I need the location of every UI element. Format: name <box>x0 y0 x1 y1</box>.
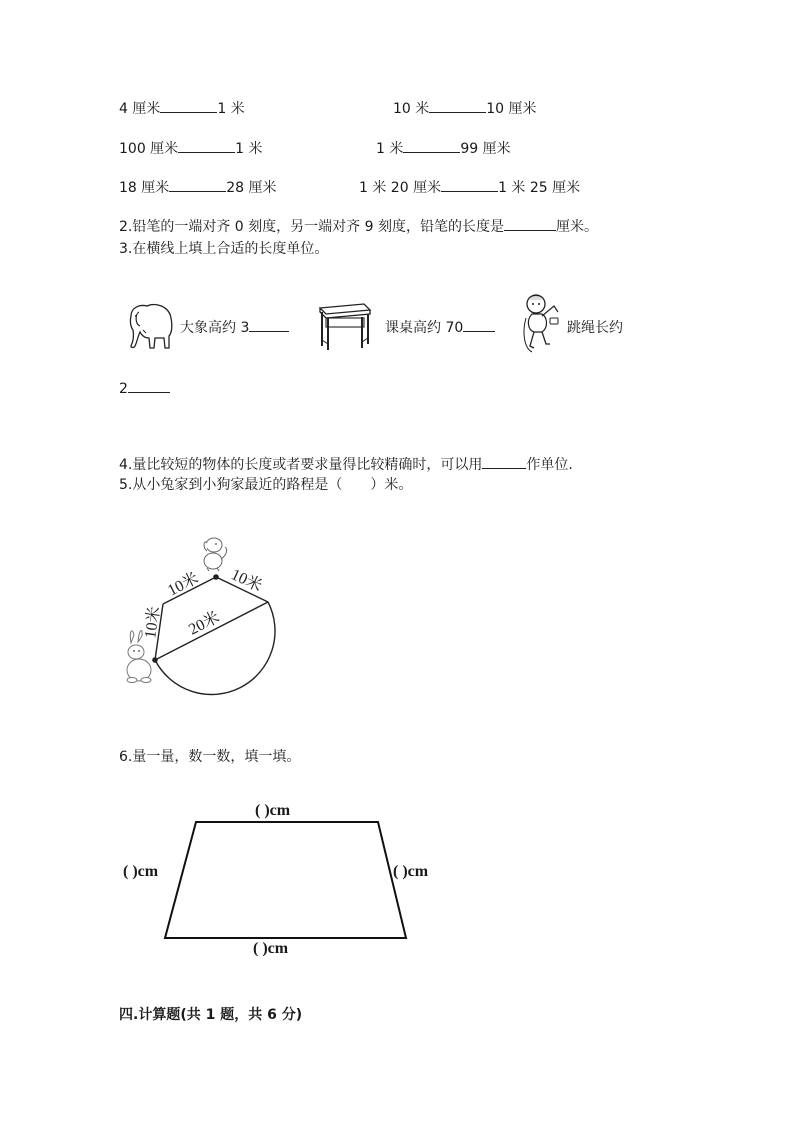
route-diagram <box>115 525 285 700</box>
compare-left: 18 厘米 <box>119 180 170 196</box>
answer-blank[interactable] <box>504 218 556 231</box>
compare-right: 10 厘米 <box>486 101 537 117</box>
answer-blank[interactable] <box>441 179 498 192</box>
question-tail: 作单位. <box>526 457 573 473</box>
desk-item <box>385 317 495 337</box>
dog-icon <box>204 538 227 571</box>
label-diagonal: 20米 <box>186 608 223 639</box>
dog-home-dot <box>213 574 219 580</box>
compare-row2-b <box>376 138 511 158</box>
answer-blank[interactable] <box>178 140 235 153</box>
item-text: 2 <box>119 381 128 397</box>
compare-right: 1 米 <box>235 141 263 157</box>
label-left-side: 10米 <box>142 605 164 640</box>
trapezoid-right-label[interactable]: ( )cm <box>393 863 429 880</box>
desk-icon <box>316 300 372 352</box>
answer-blank[interactable] <box>169 179 226 192</box>
compare-left: 4 厘米 <box>119 101 161 117</box>
answer-blank[interactable] <box>160 100 217 113</box>
compare-right: 28 厘米 <box>226 180 277 196</box>
compare-right: 99 厘米 <box>460 141 511 157</box>
question-2 <box>119 216 598 236</box>
rabbit-home-dot <box>152 657 158 663</box>
elephant-icon <box>125 300 177 352</box>
question-3: 3.在横线上填上合适的长度单位。 <box>119 241 329 257</box>
jump-rope-item: 跳绳长约 <box>567 320 623 336</box>
section-heading: 四.计算题(共 1 题，共 6 分) <box>119 1007 303 1023</box>
compare-left: 1 米 20 厘米 <box>359 180 442 196</box>
answer-blank[interactable] <box>482 456 526 469</box>
compare-left: 10 米 <box>393 101 430 117</box>
compare-right: 1 米 25 厘米 <box>498 180 581 196</box>
compare-row3-a <box>119 177 277 197</box>
compare-row2-a <box>119 138 263 158</box>
question-text: 4.量比较短的物体的长度或者要求量得比较精确时，可以用 <box>119 457 483 473</box>
answer-blank[interactable] <box>403 140 460 153</box>
compare-row1-a <box>119 98 245 118</box>
trapezoid-top-label[interactable]: ( )cm <box>255 802 291 819</box>
compare-left: 1 米 <box>376 141 404 157</box>
answer-blank[interactable] <box>463 319 495 332</box>
unit-label: 厘米。 <box>555 219 598 235</box>
trapezoid-shape <box>160 818 412 943</box>
question-5: 5.从小兔家到小狗家最近的路程是（ ）米。 <box>119 477 413 493</box>
compare-left: 100 厘米 <box>119 141 179 157</box>
compare-row3-b <box>359 177 580 197</box>
answer-blank[interactable] <box>128 380 170 393</box>
label-top-right: 10米 <box>228 566 265 596</box>
compare-right: 1 米 <box>217 101 245 117</box>
answer-blank[interactable] <box>429 100 486 113</box>
jump-rope-child-icon <box>520 292 562 354</box>
jump-rope-cont <box>119 380 170 397</box>
answer-blank[interactable] <box>249 319 289 332</box>
elephant-item <box>180 317 289 337</box>
label-top-left: 10米 <box>165 569 202 600</box>
trapezoid-left-label[interactable]: ( )cm <box>123 863 159 880</box>
trapezoid-bottom-label[interactable]: ( )cm <box>253 940 289 957</box>
item-text: 课桌高约 70 <box>385 320 464 336</box>
question-4 <box>119 454 573 474</box>
question-text: 2.铅笔的一端对齐 0 刻度，另一端对齐 9 刻度，铅笔的长度是 <box>119 219 504 235</box>
item-text: 大象高约 3 <box>180 320 250 336</box>
compare-row1-b <box>393 98 537 118</box>
question-6: 6.量一量，数一数，填一填。 <box>119 749 301 765</box>
